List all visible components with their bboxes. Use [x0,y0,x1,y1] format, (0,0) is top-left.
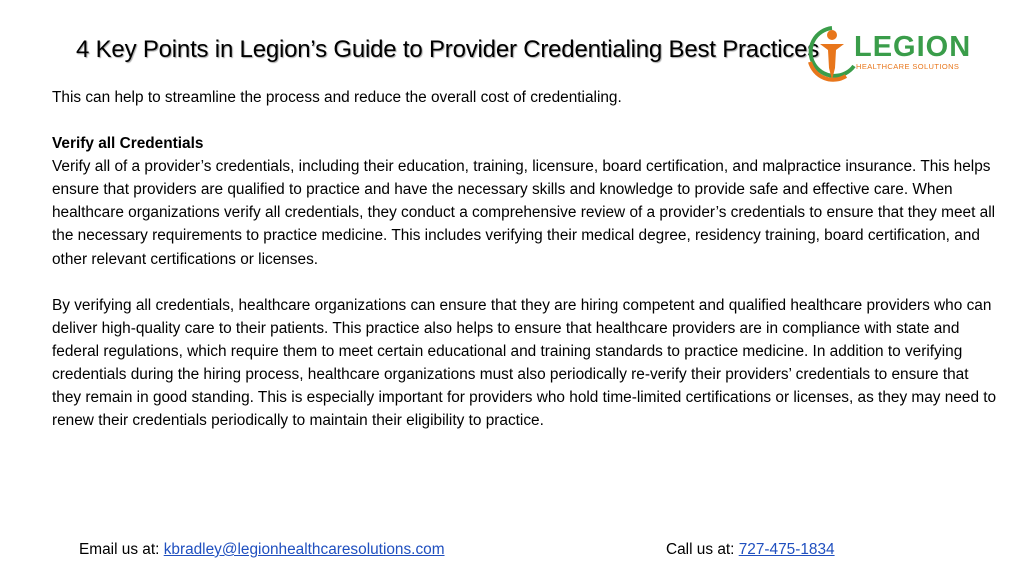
legion-logo [802,22,992,84]
email-link[interactable]: kbradley@legionhealthcaresolutions.com [163,541,445,558]
phone-label: Call us at: [666,541,739,558]
slide-title: 4 Key Points in Legion’s Guide to Provider Credentialing Best Practices [76,36,820,63]
email-label: Email us at: [79,541,164,558]
footer-email [79,540,445,560]
logo-emblem-icon [802,22,862,84]
spacer [52,109,997,132]
paragraph-2: By verifying all credentials, healthcare organizations can ensure that they are hiring competent and qualified healthcare providers who can deliver high-quality care to their patients. This practice also helps to ensure that healthcare providers are in compliance with state and federal regulations, which require them to meet certain educational and training standards to practice medicine. In addition to verifying credentials during the hiring process, healthcare organizations must also periodically re-verify their providers’ credentials to ensure that they remain in good standing. This is especially important for providers who hold time-limited certifications or licenses, as they may need to renew their credentials periodically to maintain their eligibility to practice. [52,296,997,430]
footer-phone [666,540,835,560]
phone-link[interactable]: 727-475-1834 [738,541,835,558]
logo-tagline: HEALTHCARE SOLUTIONS [856,62,960,71]
logo-wordmark: LEGION [854,31,972,63]
intro-text: This can help to streamline the process and reduce the overall cost of credentialing. [52,89,622,106]
slide-body [52,86,997,432]
section-heading: Verify all Credentials [52,135,204,153]
spacer [52,271,997,294]
paragraph-1: Verify all of a provider’s credentials, including their education, training, licensure, board certification, and malpractice insurance. This helps ensure that providers are qualified to practice and have the necessary skills and knowledge to provide safe and effective care. When healthcare organizations verify all credentials, they conduct a comprehensive review of a provider’s credentials to ensure that they meet all the necessary requirements to practice medicine. This includes verifying their medical degree, residency training, board certification, and other relevant certifications or licenses. [52,158,996,268]
